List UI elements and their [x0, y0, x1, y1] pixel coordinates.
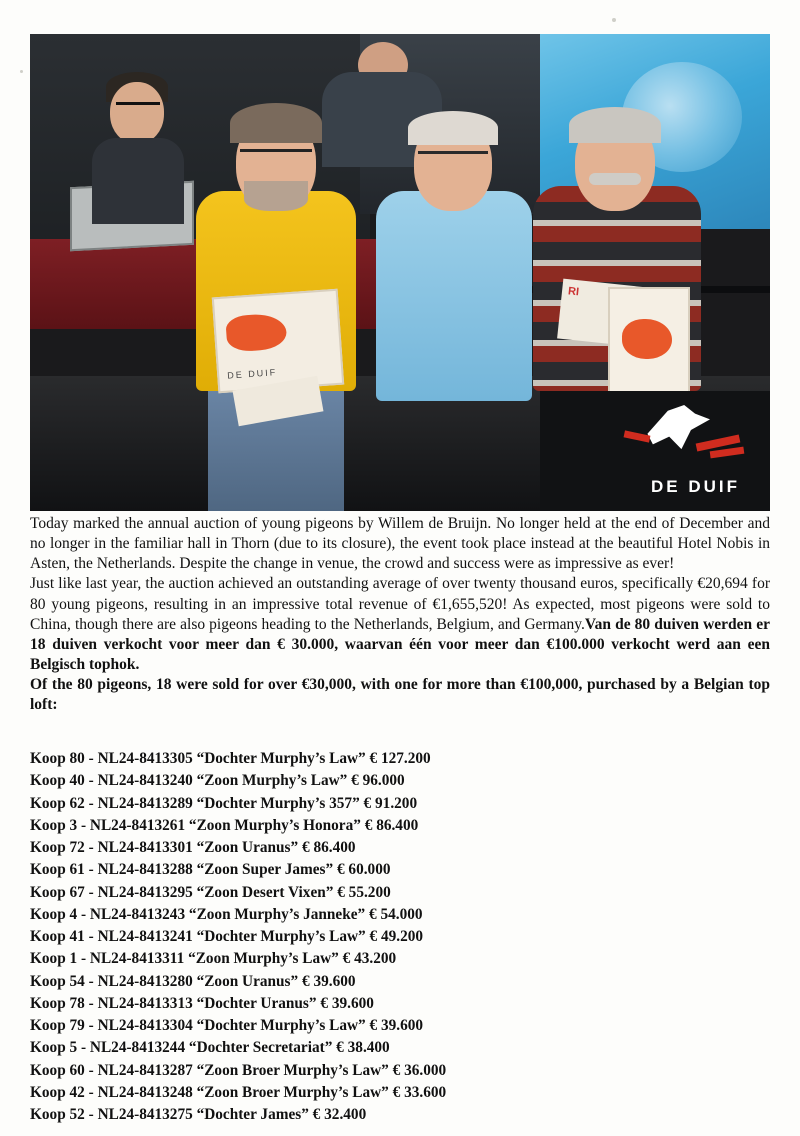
list-item: Koop 3 - NL24-8413261 “Zoon Murphy’s Honora” € 86.400: [30, 816, 419, 834]
list-item: Koop 62 - NL24-8413289 “Dochter Murphy’s 357” € 91.200: [30, 794, 418, 812]
paragraph-3: Van de 80 duiven werden er 18 duiven verkocht voor meer dan € 30.000, waarvan één voor meer dan €100.000 verkocht werd aan een Belgisch tophok.: [30, 615, 770, 673]
paragraph-2: Just like last year, the auction achieved an outstanding average of over twenty thousand euros, specifically €20,694 for 80 young pigeons, resulting in an impressive total revenue of €1,655,520! As expected, most pigeons were sold to China, though there are also pigeons heading to the Netherlands, Belgium, and Germany.Van de 80 duiven werden er 18 duiven verkocht voor meer dan € 30.000, waarvan één voor meer dan €100.000 verkocht werd aan een Belgisch tophok.: [30, 575, 770, 673]
list-item: Koop 61 - NL24-8413288 “Zoon Super James” € 60.000: [30, 861, 391, 879]
list-item: Koop 78 - NL24-8413313 “Dochter Uranus” € 39.600: [30, 994, 374, 1012]
list-item: Koop 60 - NL24-8413287 “Zoon Broer Murphy’s Law” € 36.000: [30, 1061, 447, 1079]
auction-photo: [30, 34, 770, 511]
list-item: Koop 4 - NL24-8413243 “Zoon Murphy’s Janneke” € 54.000: [30, 905, 423, 923]
list-item: Koop 72 - NL24-8413301 “Zoon Uranus” € 86.400: [30, 839, 356, 856]
list-item: Koop 1 - NL24-8413311 “Zoon Murphy’s Law” € 43.200: [30, 950, 397, 968]
list-item: Koop 41 - NL24-8413241 “Dochter Murphy’s Law” € 49.200: [30, 928, 424, 945]
list-item: Koop 5 - NL24-8413244 “Dochter Secretariat” € 38.400: [30, 1039, 390, 1057]
pigeon-box-left: [212, 289, 344, 394]
paragraph-1: Today marked the annual auction of young pigeons by Willem de Bruijn. No longer held at the end of December and no longer in the familiar hall in Thorn (due to its closure), the event took place instead at the beautiful Hotel Nobis in Asten, the Netherlands. Despite the change in venue, the crowd and success were as impressive as ever!: [30, 515, 770, 573]
scan-speck: [20, 70, 23, 73]
lot-list: [30, 748, 770, 1126]
photo-background-person-left: [92, 64, 184, 214]
de-duif-banner: [540, 391, 770, 511]
list-item: Koop 52 - NL24-8413275 “Dochter James” € 32.400: [30, 1106, 367, 1123]
scan-speck: [612, 18, 616, 22]
list-item: Koop 67 - NL24-8413295 “Zoon Desert Vixen” € 55.200: [30, 883, 391, 901]
article-body: [30, 514, 770, 715]
photo-paper-right: RI: [557, 279, 649, 348]
pigeon-box-label: DE DUIF: [226, 367, 278, 381]
list-item: Koop 42 - NL24-8413248 “Zoon Broer Murphy’s Law” € 33.600: [30, 1083, 447, 1101]
list-item: Koop 80 - NL24-8413305 “Dochter Murphy’s Law” € 127.200: [30, 750, 431, 767]
list-item: Koop 40 - NL24-8413240 “Zoon Murphy’s Law” € 96.000: [30, 772, 405, 790]
paragraph-4: Of the 80 pigeons, 18 were sold for over €30,000, with one for more than €100,000, purchased by a Belgian top loft:: [30, 676, 770, 714]
de-duif-logo-text: DE DUIF: [651, 477, 740, 496]
pigeon-box-right: [608, 287, 690, 401]
list-item: Koop 79 - NL24-8413304 “Dochter Murphy’s Law” € 39.600: [30, 1017, 424, 1034]
list-item: Koop 54 - NL24-8413280 “Zoon Uranus” € 39.600: [30, 972, 356, 990]
